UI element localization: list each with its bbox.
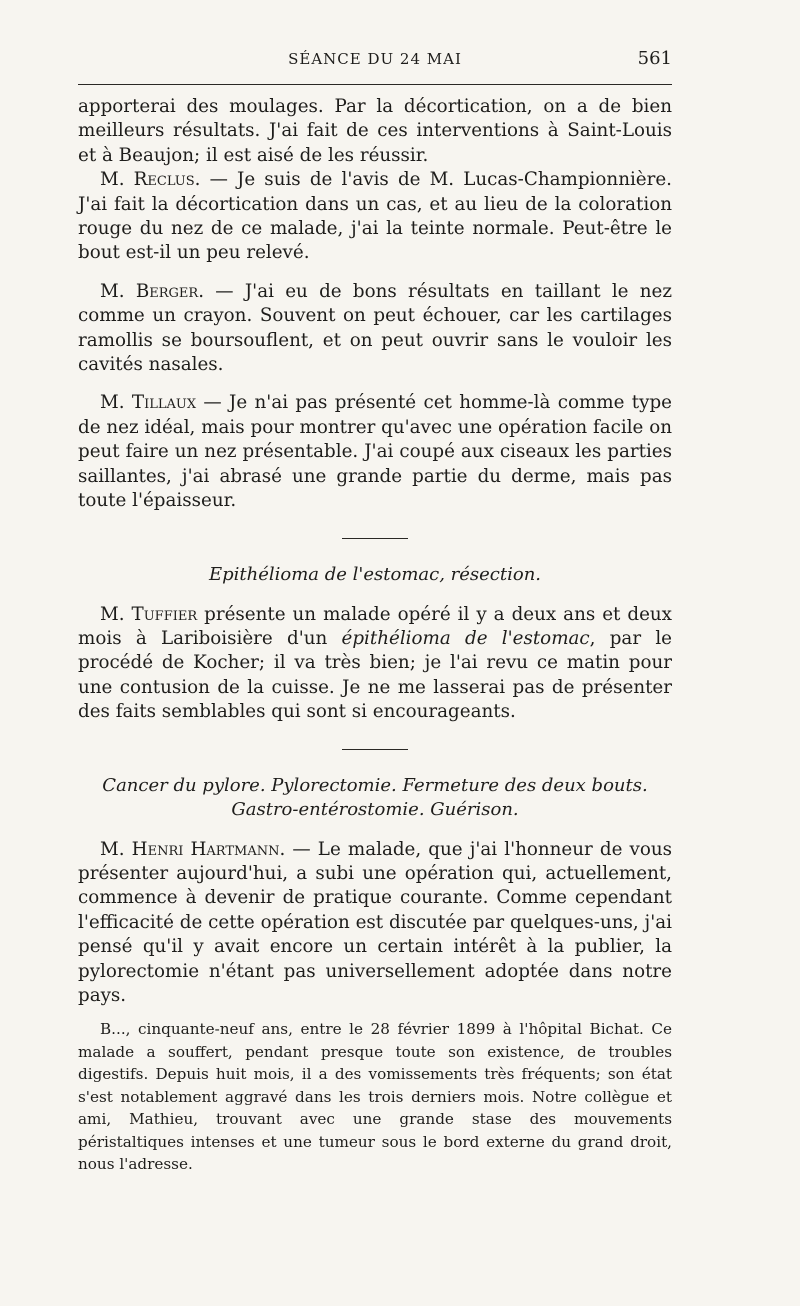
paragraph-tuffier	[78, 603, 672, 725]
page-number: 561	[637, 48, 672, 69]
paragraph-text: présente un malade opéré il y a deux ans et deux mois à Lariboisière d'un	[78, 603, 672, 649]
page-body	[78, 95, 672, 1176]
spacer	[78, 266, 672, 280]
spacer	[78, 725, 672, 749]
speaker-name: Henri Hartmann	[131, 838, 280, 860]
case-report	[78, 1018, 672, 1176]
speaker-name: Reclus	[133, 169, 195, 191]
spacer	[78, 1008, 672, 1018]
header-rule	[78, 84, 672, 85]
paragraph-case-b: B..., cinquante-neuf ans, entre le 28 février 1899 à l'hôpital Bichat. Ce malade a souffert, pendant presque toute son existence, de troubles digestifs. Depuis huit mois, il a des vomissements très fréquents; son état s'est notablement aggravé dans les trois derniers mois. Notre collègue et ami, Mathieu, trouvant avec une grande stase des mouvements péristaltiques intenses et une tumeur sous le bord externe du grand droit, nous l'adresse.	[78, 1020, 672, 1174]
running-title: SÉANCE DU 24 MAI	[288, 50, 462, 68]
paragraph-text: . — J'ai eu de bons résultats en taillant le nez comme un crayon. Souvent on peut échouer, car les cartilages ramollis se boursouflent, et on peut ouvrir sans le vouloir les cavités nasales.	[78, 280, 672, 376]
spacer	[78, 539, 672, 563]
paragraph-text: . — Je suis de l'avis de M. Lucas-Championnière. J'ai fait la décortication dans un cas, et au lieu de la coloration rouge du nez de ce malade, j'ai la teinte normale. Peut-être le bout est-il un peu relevé.	[78, 169, 672, 264]
italic-term: épithélioma de l'estomac	[341, 627, 590, 649]
spacer	[78, 822, 672, 838]
speaker-name: Tuffier	[131, 603, 198, 625]
spacer	[78, 514, 672, 538]
speaker-prefix: M.	[100, 838, 132, 860]
paragraph-text: , par le procédé de Kocher; il va très bien; je l'ai revu ce matin pour une contusion de la cuisse. Je ne me lasserai pas de présenter des faits semblables qui sont si encourageants.	[78, 627, 672, 723]
speaker-prefix: M.	[100, 169, 134, 191]
spacer	[78, 587, 672, 603]
paragraph-hartmann	[78, 838, 672, 1009]
paragraph-berger	[78, 280, 672, 378]
speaker-prefix: M.	[100, 392, 132, 414]
paragraph-text: . — Le malade, que j'ai l'honneur de vous présenter aujourd'hui, a subi une opération qui, actuellement, commence à devenir de pratique courante. Comme cependant l'efficacité de cette opération est discutée par quelques-uns, j'ai pensé qu'il y avait encore un certain intérêt à la publier, la pylorectomie n'étant pas universellement adoptée dans notre pays.	[78, 838, 672, 1006]
speaker-prefix: M.	[100, 603, 132, 625]
running-header	[78, 46, 672, 74]
paragraph-text: apporterai des moulages. Par la décortication, on a de bien meilleurs résultats. J'ai fait de ces interventions à Saint-Louis et à Beaujon; il est aisé de les réussir.	[78, 96, 672, 166]
spacer	[78, 377, 672, 391]
speaker-name: Berger	[135, 280, 199, 302]
speaker-prefix: M.	[100, 280, 136, 302]
section-heading-epithelioma: Epithélioma de l'estomac, résection.	[208, 563, 542, 585]
section-heading-pylore-line2: Gastro-entérostomie. Guérison.	[231, 798, 519, 820]
speaker-name: Tillaux	[131, 392, 197, 414]
section-heading-pylore-line1: Cancer du pylore. Pylorectomie. Fermeture des deux bouts.	[102, 774, 648, 796]
paragraph-tillaux	[78, 391, 672, 513]
paragraph-text: — Je n'ai pas présenté cet homme-là comme type de nez idéal, mais pour montrer qu'avec une opération facile on peut faire un nez présentable. J'ai coupé aux ciseaux les parties saillantes, j'ai abrasé une grande partie du derme, mais pas toute l'épaisseur.	[78, 392, 672, 512]
paragraph-moulages	[78, 95, 672, 168]
paragraph-reclus	[78, 168, 672, 266]
spacer	[78, 750, 672, 774]
